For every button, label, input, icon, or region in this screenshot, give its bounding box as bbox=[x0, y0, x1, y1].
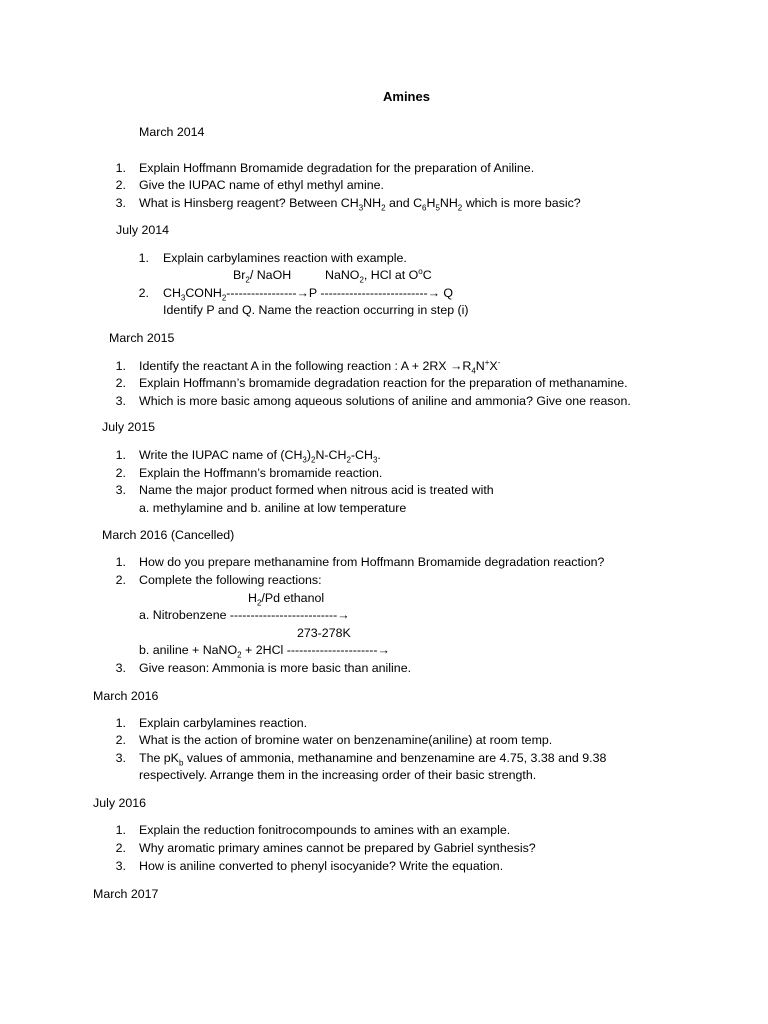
list-number: 2. bbox=[138, 286, 149, 300]
question-text: How do you prepare methanamine from Hoffmann Bromamide degradation reaction? bbox=[139, 555, 605, 569]
question-text: Identify the reactant A in the following reaction : $A + 2RX \to R_4N^+X^-$ bbox=[139, 357, 501, 376]
list-number: 1. bbox=[115, 359, 126, 373]
question-text: Give the IUPAC name of ethyl methyl amine. bbox=[139, 178, 384, 192]
reaction-condition: NaNO$_2$, HCl at $O^oC$ bbox=[325, 266, 432, 285]
section-heading-july-2016: July 2016 bbox=[93, 796, 147, 810]
list-number: 1. bbox=[138, 251, 149, 265]
list-number: 3. bbox=[115, 196, 126, 210]
list-number: 1. bbox=[115, 716, 126, 730]
section-heading-march-2017: March 2017 bbox=[93, 887, 159, 901]
reaction-condition: $Br_2/$ NaOH bbox=[233, 268, 292, 285]
reaction-equation: b. aniline + NaNO$_2$ + 2HCl ----------------------→ bbox=[139, 643, 390, 660]
question-text: respectively. Arrange them in the increasing order of their basic strength. bbox=[139, 768, 537, 782]
question-text: Write the IUPAC name of $(CH_3)_2N-CH_2-CH_3$. bbox=[139, 448, 381, 465]
list-number: 3. bbox=[115, 483, 126, 497]
list-number: 2. bbox=[115, 733, 126, 747]
question-text: Explain Hoffmann Bromamide degradation for the preparation of Aniline. bbox=[139, 161, 535, 175]
list-number: 1. bbox=[115, 823, 126, 837]
list-number: 3. bbox=[115, 859, 126, 873]
document-title: Amines bbox=[383, 89, 430, 104]
list-number: 3. bbox=[115, 661, 126, 675]
question-text: Explain the reduction fonitrocompounds to amines with an example. bbox=[139, 823, 511, 837]
section-heading-july-2015: July 2015 bbox=[102, 420, 156, 434]
question-text: Name the major product formed when nitrous acid is treated with bbox=[139, 483, 494, 497]
list-number: 1. bbox=[115, 161, 126, 175]
list-number: 2. bbox=[115, 466, 126, 480]
list-number: 2. bbox=[115, 841, 126, 855]
question-text: Explain the Hoffmann’s bromamide reaction. bbox=[139, 466, 383, 480]
list-number: 2. bbox=[115, 376, 126, 390]
question-text: Complete the following reactions: bbox=[139, 573, 322, 587]
list-number: 1. bbox=[115, 555, 126, 569]
question-text: a. methylamine and b. aniline at low temperature bbox=[139, 501, 407, 515]
reaction-equation: $CH_3CONH_2-----------------\to P$ --------------------------→ Q bbox=[163, 286, 454, 303]
question-text: Which is more basic among aqueous solutions of aniline and ammonia? Give one reason. bbox=[139, 394, 631, 408]
list-number: 1. bbox=[115, 448, 126, 462]
section-heading-march-2014: March 2014 bbox=[139, 125, 205, 139]
question-text: Explain carbylamines reaction. bbox=[139, 716, 308, 730]
question-text: Give reason: Ammonia is more basic than aniline. bbox=[139, 661, 412, 675]
section-heading-march-2015: March 2015 bbox=[109, 331, 175, 345]
question-text: Identify P and Q. Name the reaction occurring in step (i) bbox=[163, 303, 469, 317]
question-text: The $pK_b$ values of ammonia, methanamine and benzenamine are 4.75, 3.38 and 9.38 bbox=[139, 751, 607, 768]
question-text: Explain carbylamines reaction with example. bbox=[163, 251, 407, 265]
question-text: How is aniline converted to phenyl isocyanide? Write the equation. bbox=[139, 859, 504, 873]
question-text: What is Hinsberg reagent? Between $CH_3NH_2$ and $C_6H_5NH_2$ which is more basic? bbox=[139, 196, 581, 213]
section-heading-march-2016: March 2016 bbox=[93, 689, 159, 703]
reaction-condition: $H_2/Pd$ ethanol bbox=[248, 591, 325, 608]
section-heading-july-2014: July 2014 bbox=[116, 223, 170, 237]
list-number: 3. bbox=[115, 394, 126, 408]
question-text: What is the action of bromine water on benzenamine(aniline) at room temp. bbox=[139, 733, 553, 747]
reaction-condition: 273-278K bbox=[297, 626, 351, 640]
list-number: 2. bbox=[115, 573, 126, 587]
reaction-equation: a. Nitrobenzene --------------------------→ bbox=[139, 608, 350, 622]
question-text: Explain Hoffmann’s bromamide degradation reaction for the preparation of methanamine. bbox=[139, 376, 628, 390]
list-number: 3. bbox=[115, 751, 126, 765]
list-number: 2. bbox=[115, 178, 126, 192]
question-text: Why aromatic primary amines cannot be prepared by Gabriel synthesis? bbox=[139, 841, 536, 855]
section-heading-march-2016-cancelled: March 2016 (Cancelled) bbox=[102, 528, 235, 542]
